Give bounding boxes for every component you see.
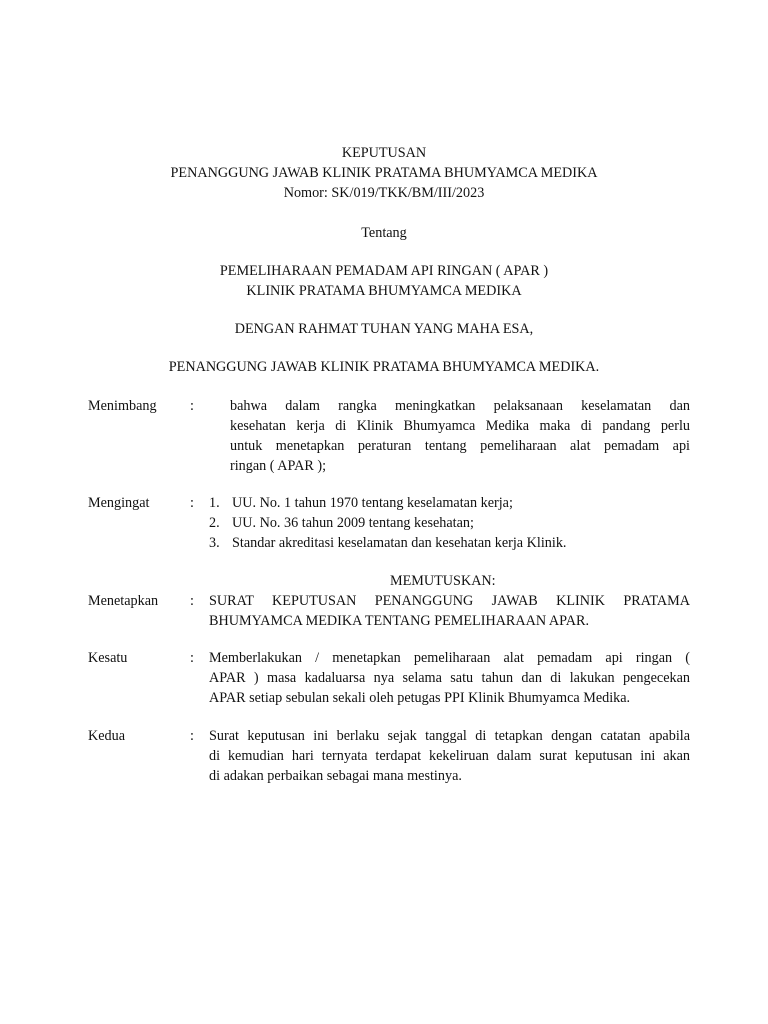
mengingat-label: Mengingat <box>88 495 150 511</box>
kedua-line-2: di kemudian hari ternyata terdapat kekeliruan dalam surat keputusan ini akan <box>209 748 690 764</box>
menetapkan-line-2: BHUMYAMCA MEDIKA TENTANG PEMELIHARAAN APAR. <box>209 613 589 629</box>
menimbang-line-3: untuk menetapkan peraturan tentang pemeliharaan alat pemadam api <box>230 438 690 454</box>
kesatu-colon: : <box>190 650 194 666</box>
menetapkan-line-1: SURAT KEPUTUSAN PENANGGUNG JAWAB KLINIK PRATAMA <box>209 593 690 609</box>
subject-line-2: KLINIK PRATAMA BHUMYAMCA MEDIKA <box>246 283 522 299</box>
blessing-line: DENGAN RAHMAT TUHAN YANG MAHA ESA, <box>234 321 534 337</box>
mengingat-item-num: 1. <box>209 495 220 511</box>
authority-line: PENANGGUNG JAWAB KLINIK PRATAMA BHUMYAMCA MEDIKA. <box>168 359 600 375</box>
kesatu-line-3: APAR setiap sebulan sekali oleh petugas PPI Klinik Bhumyamca Medika. <box>209 690 631 706</box>
about-label: Tentang <box>361 225 407 241</box>
decree-number: Nomor: SK/019/TKK/BM/III/2023 <box>283 185 485 201</box>
mengingat-item-text: Standar akreditasi keselamatan dan kesehatan kerja Klinik. <box>232 535 567 551</box>
mengingat-item-num: 2. <box>209 515 220 531</box>
menimbang-line-4: ringan ( APAR ); <box>230 458 327 474</box>
document-title: KEPUTUSAN <box>341 145 427 161</box>
kesatu-label: Kesatu <box>88 650 128 666</box>
memutuskan-heading: MEMUTUSKAN: <box>390 573 496 589</box>
mengingat-item-num: 3. <box>209 535 220 551</box>
menimbang-line-2: kesehatan kerja di Klinik Bhumyamca Medika maka di pandang perlu <box>230 418 690 434</box>
kedua-line-1: Surat keputusan ini berlaku sejak tanggal di tetapkan dengan catatan apabila <box>209 728 690 744</box>
subject-line-1: PEMELIHARAAN PEMADAM API RINGAN ( APAR ) <box>219 263 549 279</box>
mengingat-colon: : <box>190 495 194 511</box>
mengingat-item-text: UU. No. 1 tahun 1970 tentang keselamatan kerja; <box>232 495 513 511</box>
kesatu-line-2: APAR ) masa kadaluarsa nya selama satu tahun dan di lakukan pengecekan <box>209 670 690 686</box>
kesatu-line-1: Memberlakukan / menetapkan pemeliharaan alat pemadam api ringan ( <box>209 650 690 666</box>
menimbang-colon: : <box>190 398 194 414</box>
kedua-label: Kedua <box>88 728 126 744</box>
issuer-name: PENANGGUNG JAWAB KLINIK PRATAMA BHUMYAMCA MEDIKA <box>170 165 598 181</box>
menetapkan-label: Menetapkan <box>88 593 159 609</box>
menimbang-line-1: bahwa dalam rangka meningkatkan pelaksanaan keselamatan dan <box>230 398 690 414</box>
kedua-line-3: di adakan perbaikan sebagai mana mestinya. <box>209 768 462 784</box>
menimbang-label: Menimbang <box>88 398 157 414</box>
menetapkan-colon: : <box>190 593 194 609</box>
mengingat-item-text: UU. No. 36 tahun 2009 tentang kesehatan; <box>232 515 474 531</box>
kedua-colon: : <box>190 728 194 744</box>
